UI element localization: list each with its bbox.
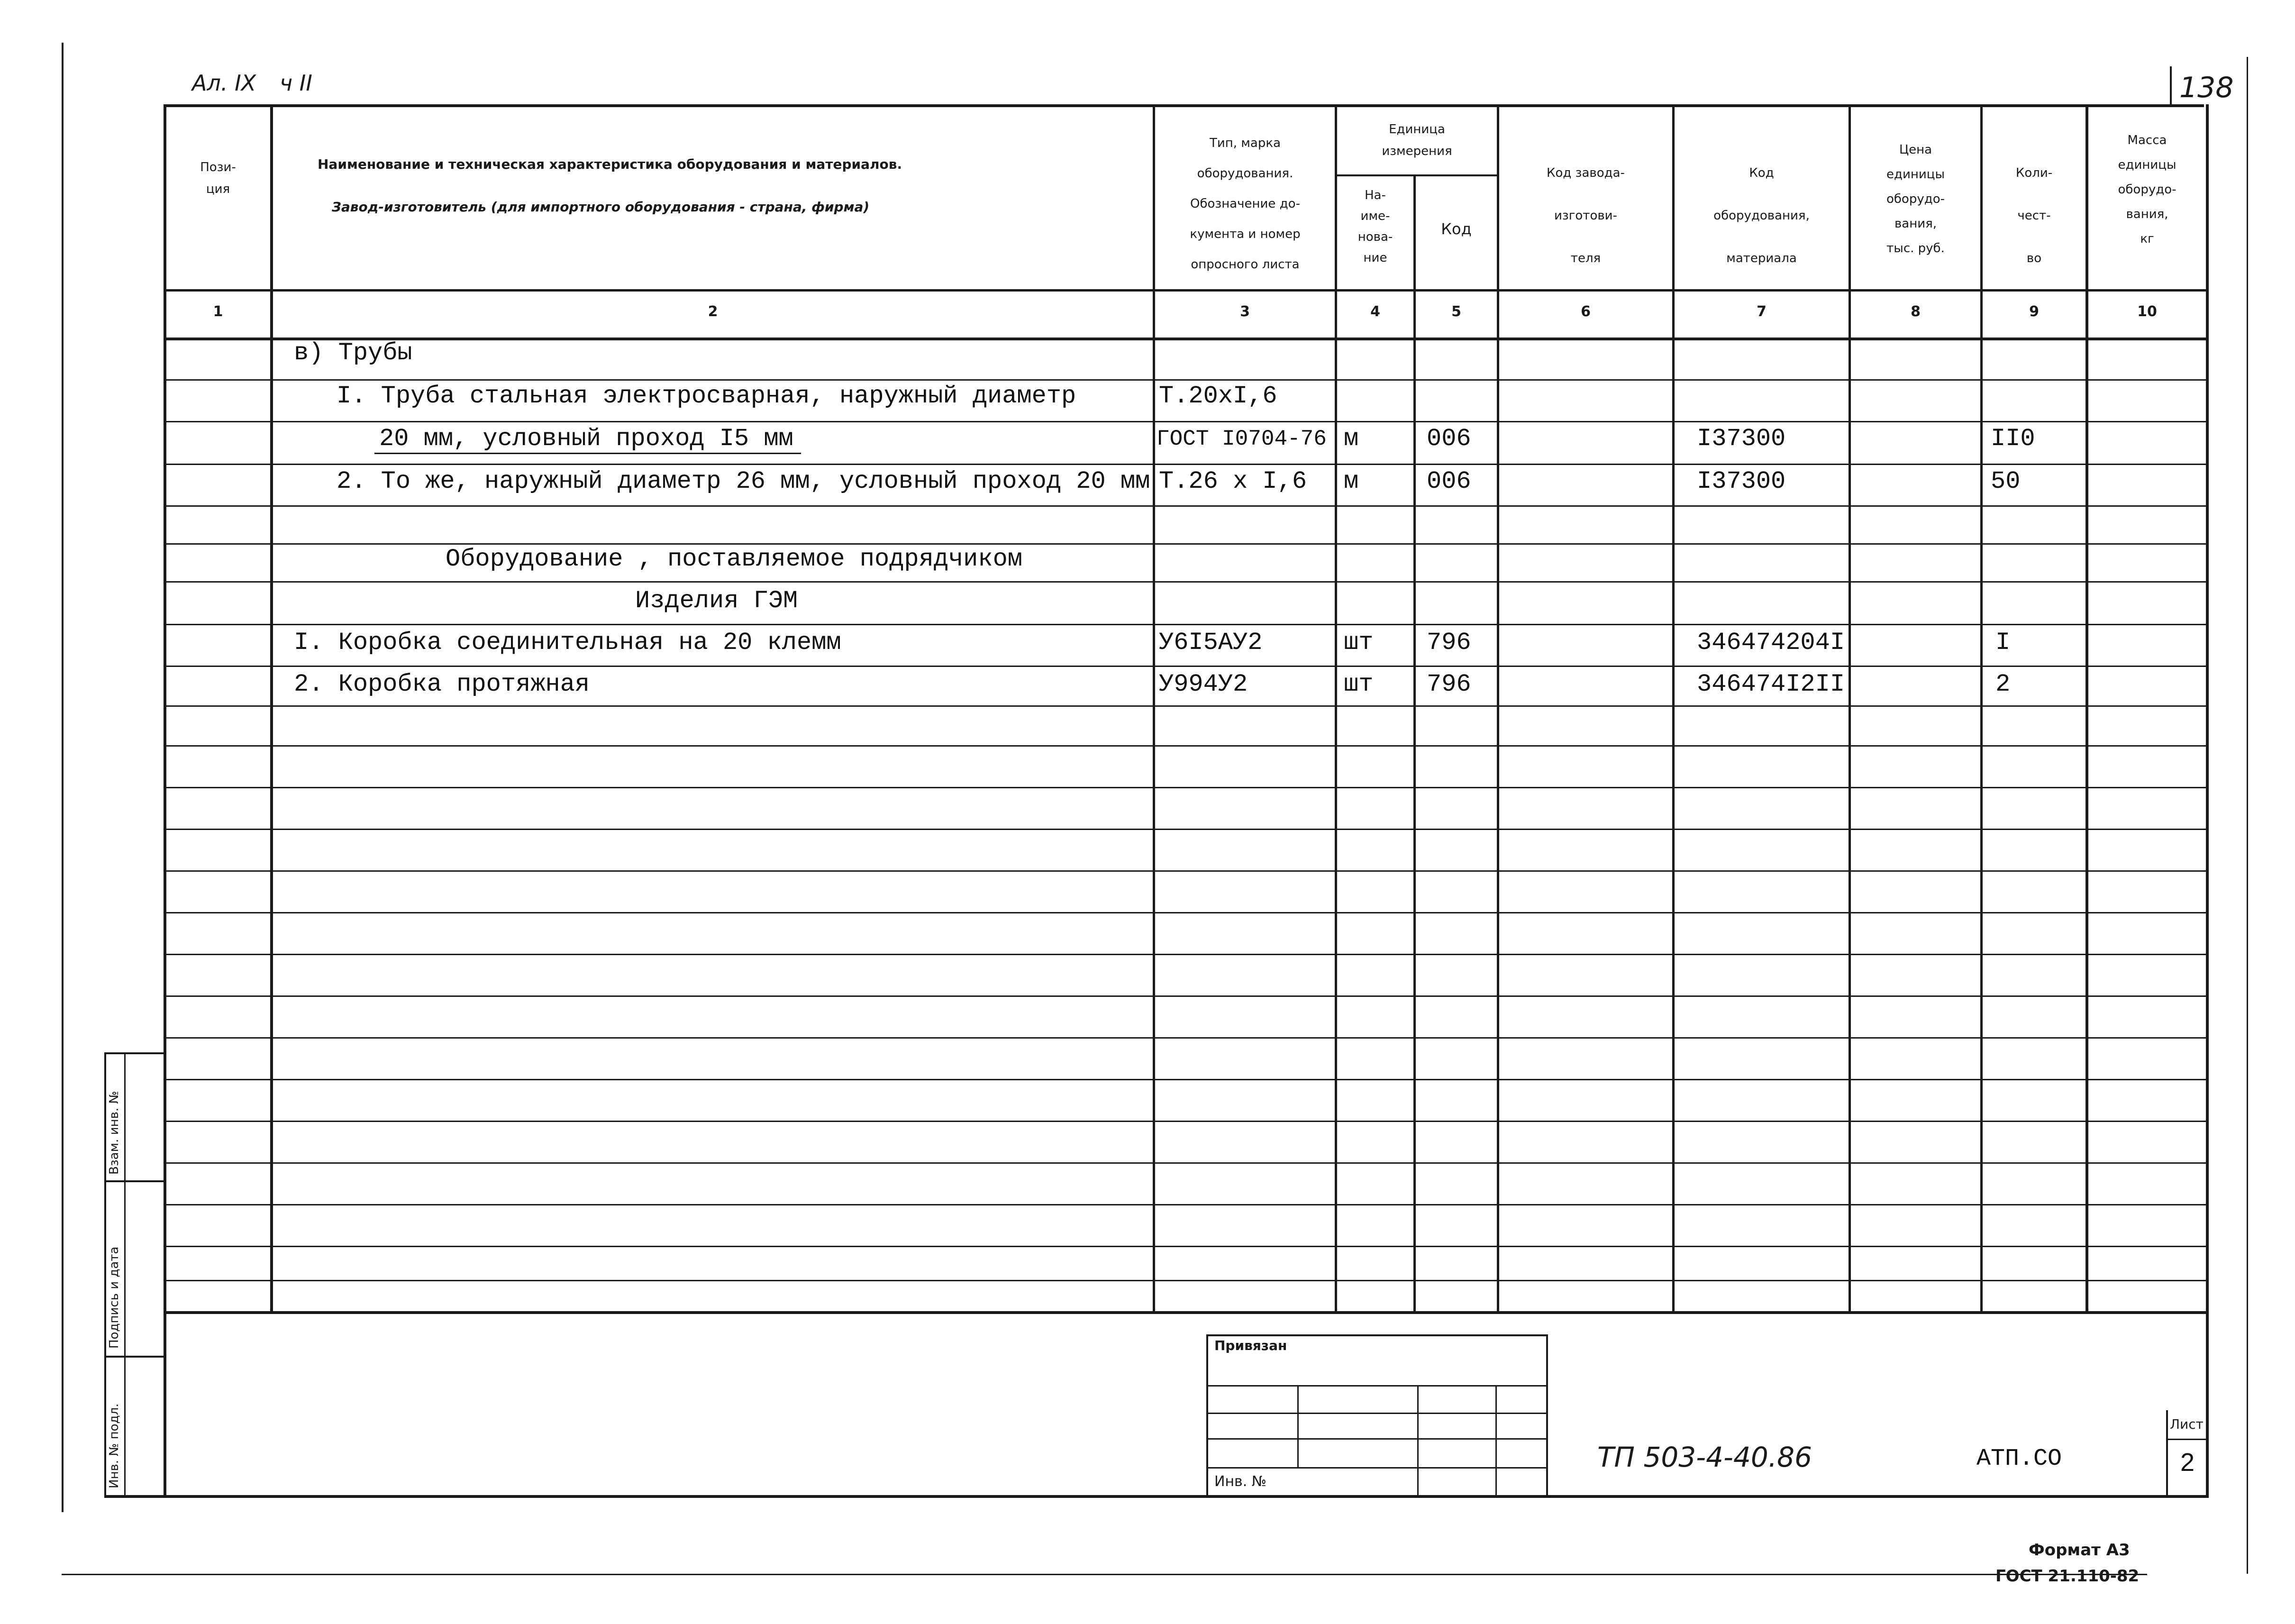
table-row-line [166,1037,2206,1039]
row-8-qty: I [1995,629,2011,657]
colnum-3: 3 [1240,303,1250,320]
colnum-10: 10 [2137,303,2157,320]
outer-bottom-line [62,1574,2147,1575]
header-col6: Код завода- изготови- теля [1547,166,1625,265]
row-9-code: 796 [1427,670,1471,698]
sheet-number: 2 [2180,1448,2195,1477]
sheet-code: АТП.СО [1976,1445,2062,1472]
table-row-line [166,1079,2206,1080]
row-8-type: У6I5АУ2 [1159,629,1263,657]
header-col10: Масса единицы оборудо- вания, кг [2118,133,2177,246]
row-text-underline [374,453,801,454]
table-row-line [166,624,2206,625]
row-8-eq-code: 346474204I [1697,629,1845,657]
colnum-6: 6 [1581,303,1591,320]
table-row-line [166,1280,2206,1281]
col-divider-1 [270,107,273,1313]
row-8-name: I. Коробка соединительная на 20 клемм [294,629,841,657]
colnum-bottom-line [164,338,2209,340]
row-3-name: 20 мм, условный проход I5 мм [379,425,793,453]
row-3-eq-code: I37300 [1697,425,1786,453]
row-2-name: I. Труба стальная электросварная, наружный диаметр [337,382,1076,410]
colnum-9: 9 [2029,303,2039,320]
header-col7: Код оборудования, материала [1713,166,1810,265]
colnum-5: 5 [1451,303,1461,320]
table-row-line [166,1162,2206,1164]
outer-right-line [2247,57,2248,1574]
row-7-subheading: Изделия ГЭМ [635,587,798,615]
table-row-line [166,421,2206,422]
side-stamp-sep-3 [104,1356,166,1358]
sheet-box-left [2166,1410,2168,1498]
left-edge-line [62,43,64,1512]
col-divider-3 [1335,107,1337,1313]
row-4-unit: м [1344,467,1359,495]
part-label: ч II [280,70,312,96]
row-6-section-heading: Оборудование , поставляемое подрядчиком [446,545,1022,573]
page-number: 138 [2179,71,2234,104]
colnum-7: 7 [1757,303,1767,320]
frame-bottom-line [104,1495,2209,1498]
side-stamp-sep-2 [104,1180,166,1182]
table-row-line [166,870,2206,872]
row-4-qty: 50 [1991,467,2021,495]
privyazan-box-right [1546,1334,1548,1498]
table-row-line [166,995,2206,997]
gost-label: ГОСТ 21.110-82 [1995,1567,2140,1586]
row-3-code: 006 [1427,425,1471,453]
table-row-line [166,954,2206,955]
col-divider-9 [2086,107,2088,1313]
row-9-eq-code: 346474I2II [1697,670,1845,698]
col-divider-2 [1153,107,1155,1313]
side-label-inv-podl: Инв. № подл. [107,1403,121,1488]
row-1-name: в) Трубы [294,339,412,367]
sheet-label: Лист [2170,1416,2204,1432]
colnum-2: 2 [708,303,718,320]
row-3-unit: м [1344,425,1359,453]
table-row-line [166,1246,2206,1247]
row-9-qty: 2 [1995,670,2011,698]
side-stamp-mid [124,1052,126,1498]
inv-no-label: Инв. № [1214,1473,1267,1490]
privyazan-col-3 [1495,1385,1497,1498]
sheet-box-mid [2166,1439,2209,1440]
privyazan-box-top [1206,1334,1548,1336]
col-divider-6 [1672,107,1675,1313]
side-stamp-sep-1 [104,1052,166,1054]
privyazan-label: Привязан [1214,1338,1287,1353]
colnum-1: 1 [213,303,223,320]
header-col9: Коли- чест- во [2015,166,2053,265]
col-divider-8 [1980,107,1983,1313]
colnum-4: 4 [1370,303,1380,320]
frame-right-line [2206,104,2209,1498]
header-col1: Пози- ция [200,160,236,196]
title-block-top [164,1311,2209,1314]
header-col4: На- име- нова- ние [1357,188,1393,265]
privyazan-col-1 [1297,1385,1299,1469]
row-8-unit: шт [1344,629,1374,657]
table-row-line [166,912,2206,913]
doc-code: ТП 503-4-40.86 [1597,1441,1812,1473]
row-2-type: Т.20хI,6 [1159,382,1277,410]
header-col5: Код [1441,220,1472,238]
header-unit-group: Единица измерения [1382,122,1452,158]
header-col3: Тип, марка оборудования. Обозначение до- кумента и номер опросного листа [1190,136,1301,272]
row-9-name: 2. Коробка протяжная [294,670,590,698]
row-4-eq-code: I37300 [1697,467,1786,495]
table-row-line [166,543,2206,545]
side-label-podpis-data: Подпись и дата [107,1246,121,1349]
row-9-unit: шт [1344,670,1374,698]
header-bottom-line [164,289,2209,292]
album-label: Ал. IX [192,70,256,96]
row-3-qty: II0 [1991,425,2035,453]
table-row-line [166,1121,2206,1122]
header-col2-line2: Завод-изготовитель (для импортного оборудования - страна, фирма) [332,199,870,215]
col-divider-4 [1413,175,1416,1313]
privyazan-col-2 [1417,1385,1419,1498]
col-divider-5 [1497,107,1499,1313]
side-label-vzam-inv: Взам. инв. № [107,1091,121,1175]
colnum-8: 8 [1911,303,1921,320]
side-stamp-left [104,1052,106,1498]
header-col8: Цена единицы оборудо- вания, тыс. руб. [1886,143,1945,255]
top-border-line [164,104,2204,107]
privyazan-box-left [1206,1334,1208,1498]
table-row-line [166,464,2206,465]
row-8-code: 796 [1427,629,1471,657]
header-col2-line1: Наименование и техническая характеристика оборудования и материалов. [318,156,902,172]
page-number-box-line [2170,66,2172,106]
table-row-line [166,581,2206,583]
table-row-line [166,666,2206,667]
row-4-code: 006 [1427,467,1471,495]
row-3-type: ГОСТ I0704-76 [1157,427,1327,451]
table-row-line [166,505,2206,507]
table-row-line [166,787,2206,788]
col-divider-7 [1849,107,1851,1313]
format-label: Формат А3 [2029,1541,2130,1560]
table-row-line [166,745,2206,747]
table-row-line [166,705,2206,707]
row-9-type: У994У2 [1159,670,1248,698]
table-row-line [166,1204,2206,1205]
table-row-line [166,379,2206,381]
row-4-name: 2. То же, наружный диаметр 26 мм, условный проход 20 мм [337,467,1150,495]
table-row-line [166,829,2206,830]
row-4-type: Т.26 х I,6 [1159,467,1307,495]
unit-group-line [1335,174,1499,176]
